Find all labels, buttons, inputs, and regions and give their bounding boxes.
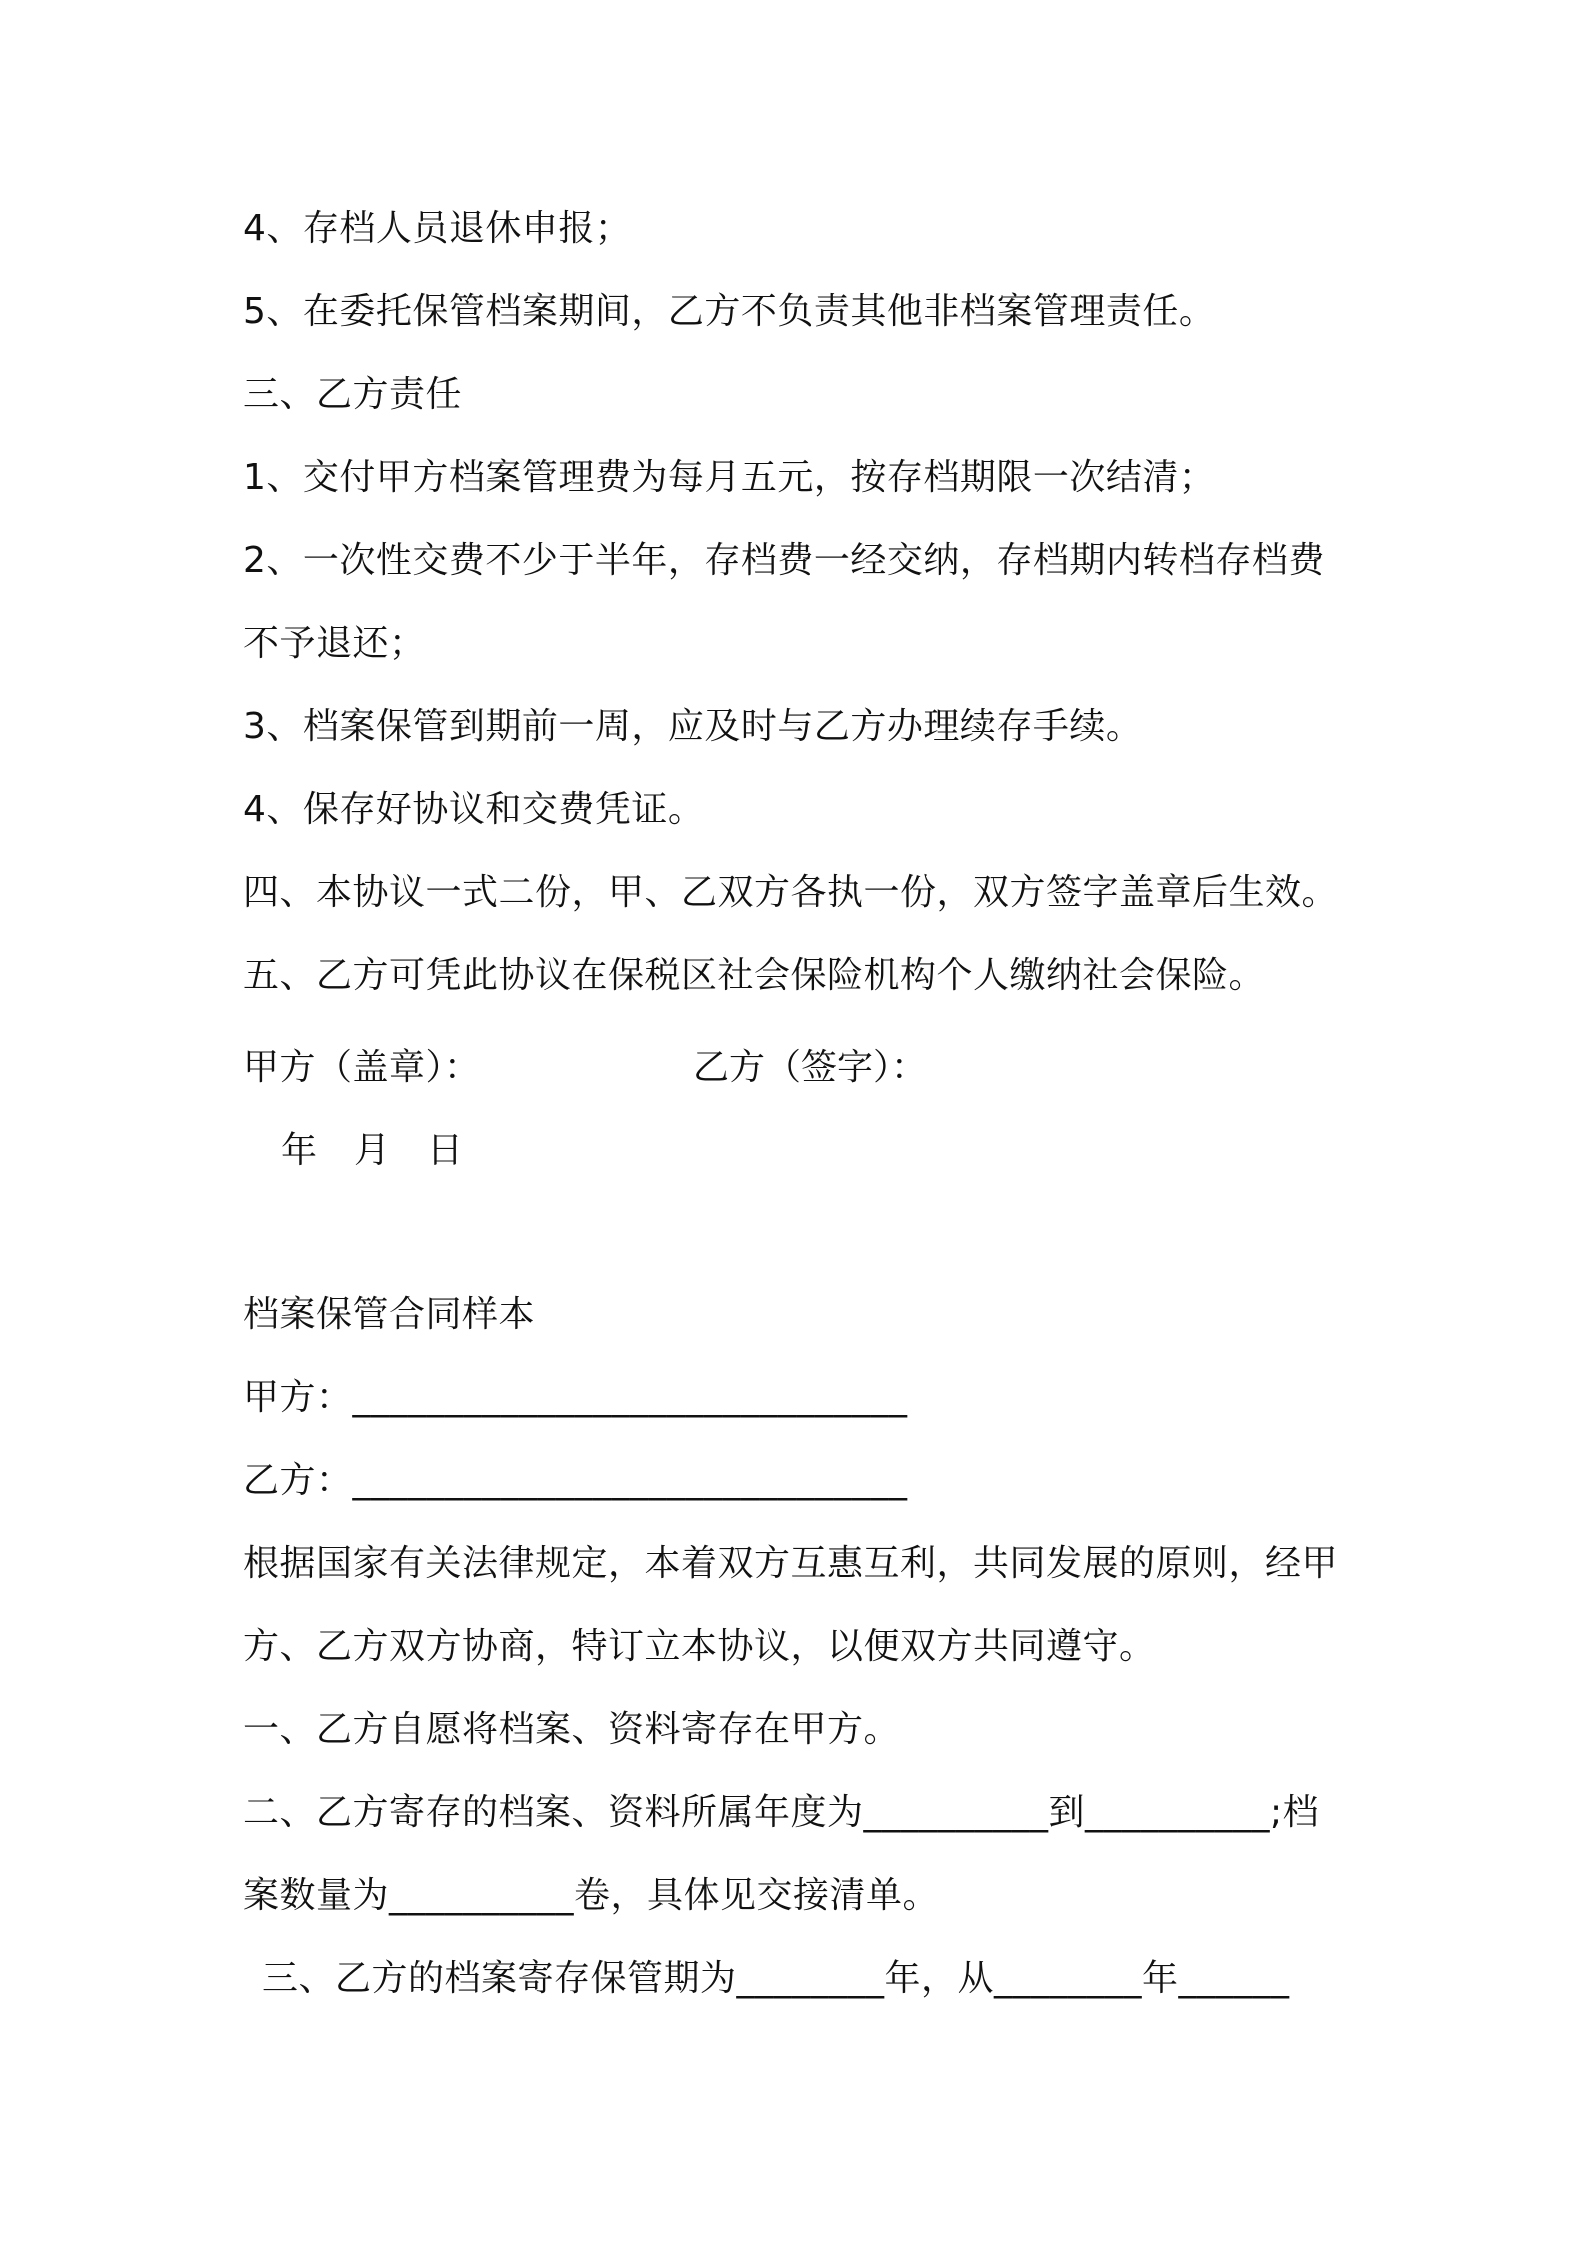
party-b-field: 乙方：______________________________	[243, 1460, 908, 1501]
party-a-field: 甲方：______________________________	[243, 1377, 908, 1418]
clause-line: 4、保存好协议和交费凭证。	[243, 789, 705, 830]
sample-title: 档案保管合同样本	[243, 1294, 536, 1335]
signature-party-a: 甲方（盖章）：	[243, 1047, 481, 1088]
clause-line: 1、交付甲方档案管理费为每月五元，按存档期限一次结清；	[243, 457, 1216, 498]
clause-line: 三、乙方的档案寄存保管期为________年，从________年______	[262, 1958, 1290, 1999]
clause-line: 二、乙方寄存的档案、资料所属年度为__________到__________;档	[243, 1792, 1320, 1833]
clause-line: 四、本协议一式二份，甲、乙双方各执一份，双方签字盖章后生效。	[243, 872, 1339, 913]
clause-line: 案数量为__________卷，具体见交接清单。	[243, 1875, 940, 1916]
clause-line: 2、一次性交费不少于半年，存档费一经交纳，存档期内转档存档费	[243, 540, 1325, 581]
preamble-line: 方、乙方双方协商，特订立本协议，以便双方共同遵守。	[243, 1626, 1156, 1667]
clause-line: 4、存档人员退休申报；	[243, 208, 632, 249]
clause-line: 3、档案保管到期前一周，应及时与乙方办理续存手续。	[243, 706, 1143, 747]
section-heading: 三、乙方责任	[243, 374, 463, 415]
clause-line: 不予退还；	[243, 623, 426, 664]
preamble-line: 根据国家有关法律规定，本着双方互惠互利，共同发展的原则，经甲	[243, 1543, 1339, 1584]
date-line: 年 月 日	[281, 1130, 464, 1171]
signature-party-b: 乙方（签字）：	[693, 1047, 928, 1088]
clause-line: 五、乙方可凭此协议在保税区社会保险机构个人缴纳社会保险。	[243, 955, 1266, 996]
clause-line: 5、在委托保管档案期间，乙方不负责其他非档案管理责任。	[243, 291, 1216, 332]
clause-line: 一、乙方自愿将档案、资料寄存在甲方。	[243, 1709, 901, 1750]
